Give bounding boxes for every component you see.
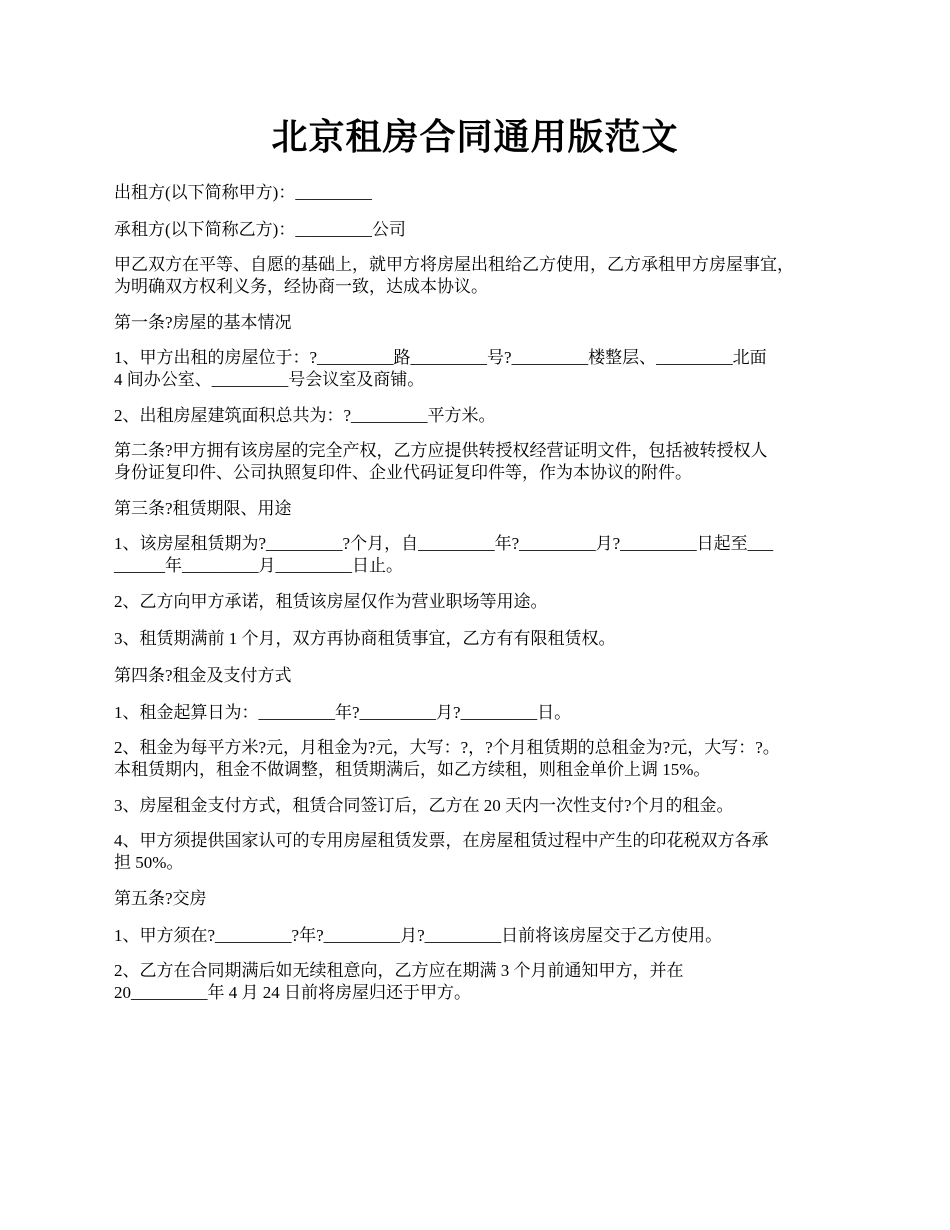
paragraph-line: ______年_________月_________日止。 xyxy=(114,556,403,575)
paragraph-line: 2、出租房屋建筑面积总共为：?_________平方米。 xyxy=(114,406,496,425)
paragraph-line: 第二条?甲方拥有该房屋的完全产权，乙方应提供转授权经营证明文件，包括被转授权人 xyxy=(114,441,768,460)
paragraph xyxy=(114,180,854,205)
paragraph-line: 身份证复印件、公司执照复印件、企业代码证复印件等，作为本协议的附件。 xyxy=(114,463,692,482)
paragraph-line: 第一条?房屋的基本情况 xyxy=(114,313,292,332)
paragraph xyxy=(114,886,854,911)
paragraph xyxy=(114,440,854,484)
paragraph-line: 1、甲方须在?_________?年?_________月?_________日前将该房屋交于乙方使用。 xyxy=(114,926,723,945)
paragraph xyxy=(114,347,854,391)
paragraph xyxy=(114,663,854,688)
paragraph xyxy=(114,310,854,335)
paragraph-line: 第三条?租赁期限、用途 xyxy=(114,499,292,518)
paragraph-line: 2、租金为每平方米?元，月租金为?元，大写：?，?个月租赁期的总租金为?元，大写：?。 xyxy=(114,738,780,757)
paragraph-line: 本租赁期内，租金不做调整，租赁期满后，如乙方续租，则租金单价上调 15%。 xyxy=(114,760,711,779)
paragraph xyxy=(114,830,854,874)
paragraph xyxy=(114,793,854,818)
paragraph-line: 第五条?交房 xyxy=(114,889,207,908)
document-body xyxy=(114,180,854,1016)
paragraph xyxy=(114,403,854,428)
paragraph-line: 1、甲方出租的房屋位于：?_________路_________号?_________楼整层、_________北面 xyxy=(114,348,767,367)
paragraph-line: 第四条?租金及支付方式 xyxy=(114,666,292,685)
paragraph-line: 4 间办公室、_________号会议室及商铺。 xyxy=(114,370,425,389)
paragraph xyxy=(114,700,854,725)
paragraph-line: 为明确双方权利义务，经协商一致，达成本协议。 xyxy=(114,277,488,296)
paragraph-line: 3、房屋租金支付方式，租赁合同签订后，乙方在 20 天内一次性支付?个月的租金。 xyxy=(114,796,734,815)
paragraph-line: 承租方(以下简称乙方)：_________公司 xyxy=(114,220,406,239)
paragraph-line: 4、甲方须提供国家认可的专用房屋租赁发票，在房屋租赁过程中产生的印花税双方各承 xyxy=(114,831,769,850)
paragraph xyxy=(114,737,854,781)
paragraph-line: 1、该房屋租赁期为?_________?个月，自_________年?_________月?_________日起至___ xyxy=(114,534,774,553)
paragraph xyxy=(114,496,854,521)
paragraph-line: 出租方(以下简称甲方)：_________ xyxy=(114,183,372,202)
paragraph-line: 担 50%。 xyxy=(114,853,184,872)
paragraph xyxy=(114,217,854,242)
paragraph-line: 20_________年 4 月 24 日前将房屋归还于甲方。 xyxy=(114,983,471,1002)
paragraph xyxy=(114,589,854,614)
paragraph xyxy=(114,533,854,577)
paragraph xyxy=(114,626,854,651)
paragraph xyxy=(114,923,854,948)
paragraph-line: 甲乙双方在平等、自愿的基础上，就甲方将房屋出租给乙方使用，乙方承租甲方房屋事宜， xyxy=(114,255,794,274)
paragraph-line: 3、租赁期满前 1 个月，双方再协商租赁事宜，乙方有有限租赁权。 xyxy=(114,629,616,648)
paragraph-line: 2、乙方向甲方承诺，租赁该房屋仅作为营业职场等用途。 xyxy=(114,592,548,611)
paragraph xyxy=(114,254,854,298)
document-title: 北京租房合同通用版范文 xyxy=(271,117,679,157)
paragraph xyxy=(114,960,854,1004)
paragraph-line: 1、租金起算日为：_________年?_________月?_________日。 xyxy=(114,703,572,722)
paragraph-line: 2、乙方在合同期满后如无续租意向，乙方应在期满 3 个月前通知甲方，并在 xyxy=(114,961,684,980)
